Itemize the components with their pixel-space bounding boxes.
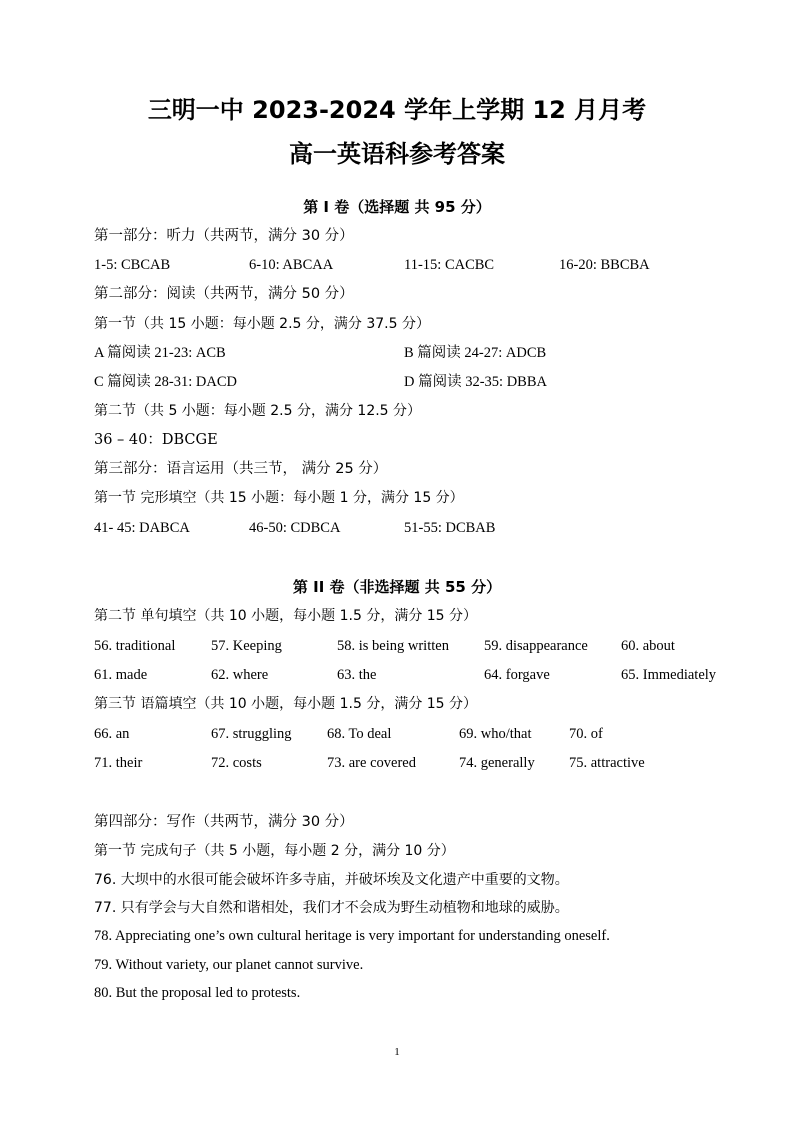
sentence-answer: 80. But the proposal led to protests.: [94, 985, 301, 1001]
volume-1-heading: 第 I 卷（选择题 共 95 分）: [303, 198, 491, 216]
answer-item: 41- 45: DABCA: [94, 520, 190, 536]
answer-item: 73. are covered: [327, 755, 416, 771]
reading-answers-row: [0, 343, 794, 363]
passage-fill-row: [0, 724, 794, 744]
single-fill-row: [0, 636, 794, 656]
single-fill-row: [0, 665, 794, 685]
cloze-answers: [0, 518, 794, 538]
reading-d: D 篇阅读 32-35: DBBA: [404, 374, 547, 390]
answer-item: 51-55: DCBAB: [404, 520, 496, 536]
answer-item: 46-50: CDBCA: [249, 520, 341, 536]
part3-heading: 第三部分：语言运用（共三节， 满分 25 分）: [94, 461, 388, 477]
answer-item: 67. struggling: [211, 726, 292, 742]
listening-answers: [0, 255, 794, 275]
part2-section1: 第一节（共 15 小题：每小题 2.5 分，满分 37.5 分）: [94, 316, 430, 332]
part2-section2: 第二节（共 5 小题：每小题 2.5 分，满分 12.5 分）: [94, 403, 422, 419]
answer-item: 74. generally: [459, 755, 535, 771]
volume-2-heading: 第 II 卷（非选择题 共 55 分）: [292, 578, 502, 596]
answer-item: 6-10: ABCAA: [249, 257, 334, 273]
part3-section2: 第二节 单句填空（共 10 小题，每小题 1.5 分，满分 15 分）: [94, 608, 478, 624]
sentence-answer: 79. Without variety, our planet cannot survive.: [94, 957, 364, 973]
answer-item: 59. disappearance: [484, 638, 588, 654]
reading-answers-row: [0, 372, 794, 392]
answer-item: 69. who/that: [459, 726, 532, 742]
answer-item: 11-15: CACBC: [404, 257, 495, 273]
reading-c: C 篇阅读 28-31: DACD: [94, 374, 237, 390]
document-title: 三明一中 2023-2024 学年上学期 12 月月考: [147, 96, 647, 124]
answer-item: 61. made: [94, 667, 148, 683]
answer-item: 65. Immediately: [621, 667, 717, 683]
answer-item: 57. Keeping: [211, 638, 282, 654]
answer-item: 72. costs: [211, 755, 262, 771]
sentence-answer: 76. 大坝中的水很可能会破坏许多寺庙，并破坏埃及文化遗产中重要的文物。: [94, 872, 569, 888]
answer-item: 63. the: [337, 667, 377, 683]
answer-item: 60. about: [621, 638, 675, 654]
sentence-answer: 77. 只有学会与大自然和谐相处，我们才不会成为野生动植物和地球的威胁。: [94, 900, 569, 916]
part2-heading: 第二部分：阅读（共两节，满分 50 分）: [94, 286, 354, 302]
answer-item: 1-5: CBCAB: [94, 257, 171, 273]
answer-item: 62. where: [211, 667, 269, 683]
reading-a: A 篇阅读 21-23: ACB: [94, 345, 226, 361]
answer-item: 71. their: [94, 755, 143, 771]
sentence-answer: 78. Appreciating one’s own cultural heritage is very important for understanding oneself.: [94, 928, 610, 944]
answer-item: 64. forgave: [484, 667, 550, 683]
part3-section3: 第三节 语篇填空（共 10 小题，每小题 1.5 分，满分 15 分）: [94, 696, 478, 712]
answer-item: 66. an: [94, 726, 130, 742]
part3-section1: 第一节 完形填空（共 15 小题：每小题 1 分，满分 15 分）: [94, 490, 464, 506]
page-number: 1: [394, 1046, 400, 1058]
answer-item: 75. attractive: [569, 755, 645, 771]
document-subtitle: 高一英语科参考答案: [289, 140, 505, 168]
passage-fill-row: [0, 753, 794, 773]
answer-item: 68. To deal: [327, 726, 392, 742]
part4-heading: 第四部分：写作（共两节，满分 30 分）: [94, 814, 354, 830]
part1-heading: 第一部分：听力（共两节，满分 30 分）: [94, 228, 354, 244]
reading-b: B 篇阅读 24-27: ADCB: [404, 345, 547, 361]
answer-item: 58. is being written: [337, 638, 449, 654]
part2-section2-answer: 36 – 40：DBCGE: [94, 432, 218, 448]
part4-section1: 第一节 完成句子（共 5 小题，每小题 2 分，满分 10 分）: [94, 843, 455, 859]
answer-item: 56. traditional: [94, 638, 176, 654]
answer-item: 70. of: [569, 726, 603, 742]
answer-item: 16-20: BBCBA: [559, 257, 650, 273]
